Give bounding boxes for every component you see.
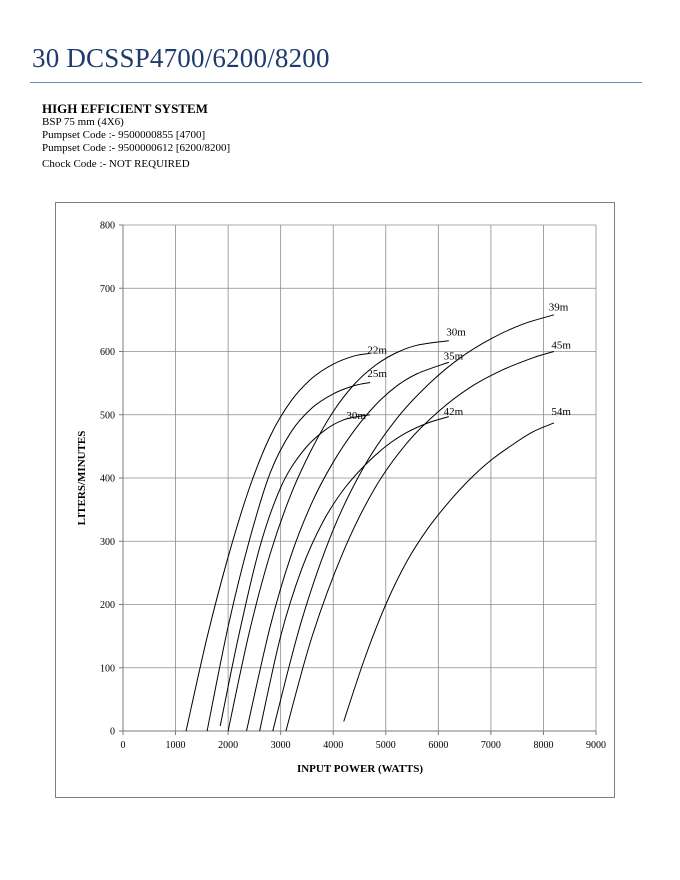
page-title: 30 DCSSP4700/6200/8200 (32, 43, 330, 73)
curve-label-22m-0: 22m (367, 344, 387, 357)
curve-label-39m-6: 39m (548, 301, 569, 314)
series-line-39m-6 (273, 315, 554, 731)
curve-label-30m-2: 30m (346, 410, 366, 423)
curve-label-25m-1: 25m (367, 367, 387, 380)
curve-label-42m-5: 42m (443, 405, 464, 418)
y-tick-label: 100 (100, 663, 115, 675)
y-tick-label: 300 (100, 536, 115, 548)
bsp-size-text: BSP 75 mm (4X6) (42, 116, 124, 128)
y-tick-label: 400 (100, 473, 115, 485)
y-tick-label: 200 (100, 600, 115, 611)
series-line-25m-1 (207, 382, 370, 731)
x-axis-title: INPUT POWER (WATTS) (296, 763, 424, 775)
x-tick-label: 8000 (533, 740, 554, 751)
x-tick-label: 5000 (375, 740, 396, 751)
y-tick-label: 600 (100, 347, 115, 358)
x-tick-label: 1000 (165, 740, 186, 751)
x-tick-label: 0 (120, 740, 126, 751)
y-tick-label: 0 (110, 726, 115, 738)
x-tick-label: 7000 (480, 740, 501, 751)
series-line-42m-5 (260, 417, 449, 731)
y-tick-label: 800 (100, 220, 115, 232)
y-axis-title: LITERS/MINUTES (76, 430, 88, 526)
system-heading: HIGH EFFICIENT SYSTEM (42, 101, 208, 116)
curve-label-45m-7: 45m (551, 339, 571, 352)
pumpset-code-6200-8200-text: Pumpset Code :- 9500000612 [6200/8200] (42, 142, 231, 154)
y-tick-label: 700 (100, 283, 115, 295)
x-tick-label: 6000 (428, 740, 449, 751)
chock-code-text: Chock Code :- NOT REQUIRED (42, 158, 190, 170)
y-tick-label: 500 (100, 410, 115, 422)
x-tick-label: 3000 (270, 740, 291, 751)
series-line-30m-3 (228, 341, 449, 731)
x-tick-label: 9000 (586, 740, 606, 751)
curve-label-30m-3: 30m (446, 326, 466, 339)
pumpset-code-4700-text: Pumpset Code :- 9500000855 [4700] (42, 129, 206, 141)
series-line-54m-8 (344, 423, 554, 722)
curve-label-35m-4: 35m (443, 350, 464, 363)
series-line-30m-2 (220, 415, 370, 726)
x-tick-label: 4000 (323, 740, 344, 751)
x-tick-label: 2000 (218, 740, 239, 751)
grid-layer (123, 225, 596, 731)
curve-label-54m-8: 54m (551, 405, 571, 418)
series-line-22m-0 (186, 353, 370, 731)
